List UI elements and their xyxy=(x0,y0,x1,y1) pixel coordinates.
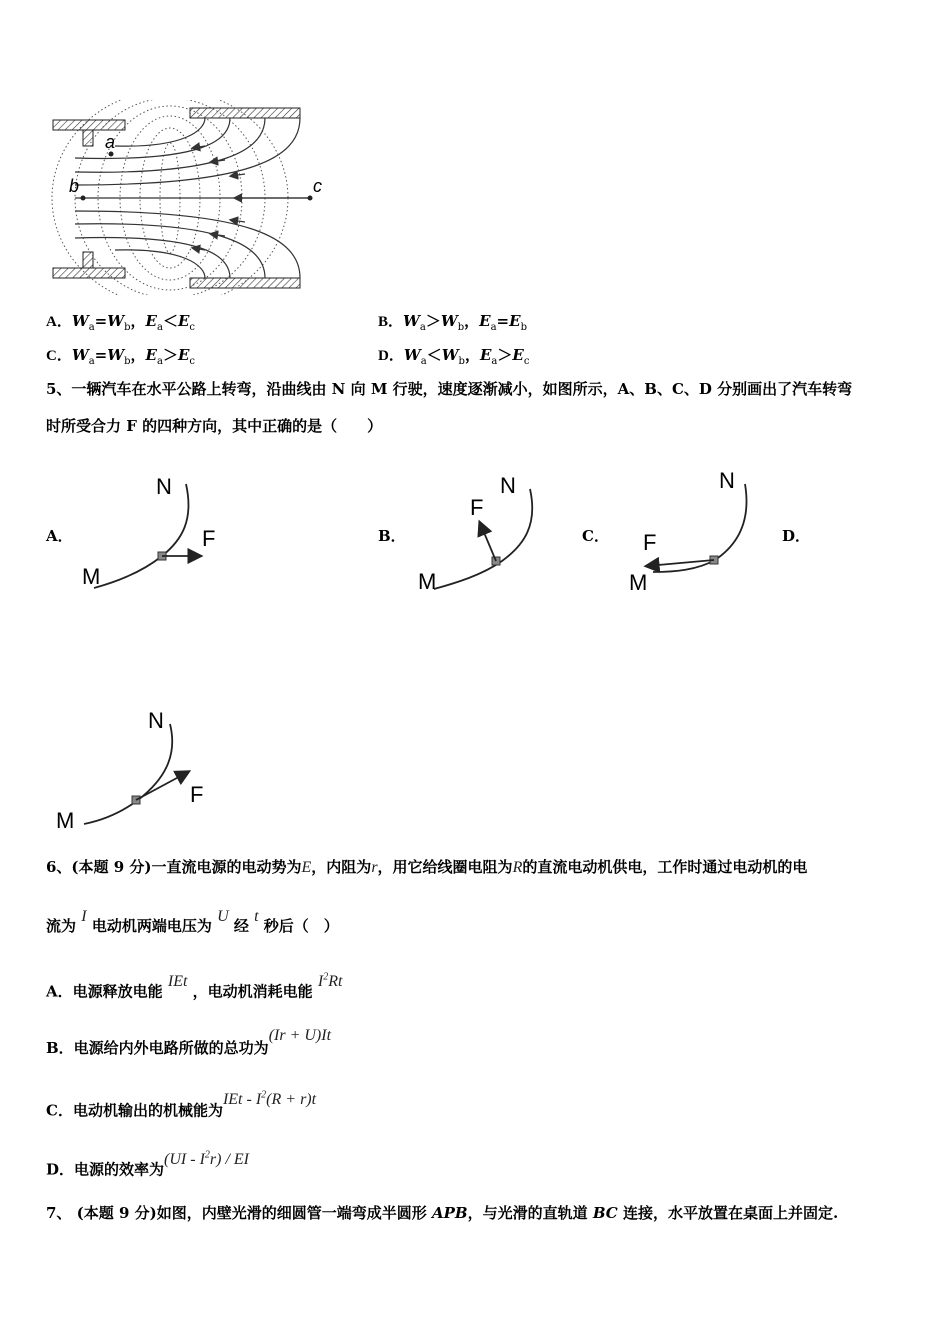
curve-d-label-n: N xyxy=(148,708,164,733)
curve-b-label-m: M xyxy=(418,569,437,594)
q5-line-1: 5、一辆汽车在水平公路上转弯，沿曲线由 N 向 M 行驶，速度逐渐减小，如图所示，A、B、C、D 分别画出了汽车转弯 xyxy=(46,380,853,398)
curve-figure-b xyxy=(412,465,562,595)
curve-c-label-n: N xyxy=(719,468,735,493)
q6-line-1-b: ，内阻为 xyxy=(311,858,372,876)
q6-option-c xyxy=(46,1090,317,1121)
curve-figure-a xyxy=(78,470,228,595)
q7-line-1: 7、 (本题 9 分)如图，内壁光滑的细圆管一端弯成半圆形 APB，与光滑的直轨道 BC 连接，水平放置在桌面上并固定. xyxy=(46,1204,839,1222)
q6-line-1-a: 6、(本题 9 分)一直流电源的电动势为 xyxy=(46,858,302,876)
q4-option-c-text: $W_a=W_b$，$E_a>E_c$ xyxy=(71,346,195,367)
q6-line-1-d: 的直流电动机供电，工作时通过电动机的电 xyxy=(522,858,808,876)
q6-line-2 xyxy=(46,908,339,937)
q6-sym-t: t xyxy=(254,908,259,925)
bottom-right-plate xyxy=(190,278,300,288)
q5-option-a-label: A． xyxy=(46,527,73,545)
q6-option-d-expr: $(UI - I^2r)$ / EI xyxy=(164,1150,250,1169)
q4-option-a-letter: A． xyxy=(46,314,72,330)
curve-figure-c xyxy=(625,460,775,600)
curve-a-label-m: M xyxy=(82,564,101,589)
q6-option-a-expr-1: IEt xyxy=(167,973,188,991)
label-b: b xyxy=(69,176,80,196)
q6-option-a-expr-2: $I^2Rt$ xyxy=(317,972,343,991)
q4-option-c-letter: C． xyxy=(46,348,72,364)
q6-option-a xyxy=(46,972,343,1002)
q4-option-b-letter: B． xyxy=(378,314,404,330)
top-left-tab xyxy=(83,130,93,146)
curve-b-label-n: N xyxy=(500,473,516,498)
label-a: a xyxy=(105,132,116,152)
point-b xyxy=(81,196,86,201)
q6-sym-e: E xyxy=(301,859,312,876)
q4-option-d-letter: D． xyxy=(378,348,404,364)
top-right-plate xyxy=(190,108,300,118)
q6-option-a-mid: ，电动机消耗电能 xyxy=(192,982,313,1001)
q6-line-2-d: 秒后（ ） xyxy=(263,917,339,935)
curve-d-label-m: M xyxy=(56,808,75,833)
top-left-plate xyxy=(53,120,125,130)
q5-option-b-label: B． xyxy=(378,527,406,545)
q4-option-d xyxy=(378,345,529,372)
label-c: c xyxy=(313,176,322,196)
q6-option-b xyxy=(46,1027,332,1059)
curve-d-label-f: F xyxy=(190,782,204,807)
electric-field-figure xyxy=(45,100,335,295)
point-a xyxy=(109,152,114,157)
q4-option-c xyxy=(46,345,195,372)
q6-sym-u: U xyxy=(217,908,229,925)
q5-option-c-label: C． xyxy=(582,527,609,545)
q6-option-c-expr: IEt - $I^2(R + r)t$ xyxy=(222,1090,317,1109)
q6-sym-r: r xyxy=(371,859,378,876)
q6-line-1-c: ，用它给线圈电阻为 xyxy=(377,858,513,876)
q6-sym-i: I xyxy=(81,908,87,925)
q6-line-2-b: 电动机两端电压为 xyxy=(91,917,212,935)
q6-option-d xyxy=(46,1150,250,1180)
q4-option-b-text: $W_a>W_b$，$E_a=E_b$ xyxy=(403,312,527,333)
curve-b-label-f: F xyxy=(470,495,484,520)
q4-option-b xyxy=(378,311,527,338)
q6-line-1 xyxy=(46,857,807,878)
curve-a-label-n: N xyxy=(156,474,172,499)
q4-option-a-text: $W_a=W_b$，$E_a<E_c$ xyxy=(71,312,195,333)
q6-option-a-text: A．电源释放电能 xyxy=(46,982,163,1001)
q6-line-2-c: 经 xyxy=(233,917,249,935)
curve-figure-d xyxy=(52,700,222,835)
q6-option-b-expr: (Ir + U)It xyxy=(268,1027,332,1044)
curve-a-label-f: F xyxy=(202,526,216,551)
q6-option-d-text: D．电源的效率为 xyxy=(46,1160,165,1179)
q6-option-c-text: C．电动机输出的机械能为 xyxy=(46,1101,223,1120)
q4-option-d-text: $W_a<W_b$，$E_a>E_c$ xyxy=(403,346,530,367)
q4-option-a xyxy=(46,311,195,338)
q6-sym-cap-r: R xyxy=(512,859,523,876)
q6-line-2-a: 流为 xyxy=(46,917,77,935)
curve-c-label-f: F xyxy=(643,530,657,555)
q5-line-2: 时所受合力 F 的四种方向，其中正确的是（ ） xyxy=(46,417,383,435)
q6-option-b-text: B．电源给内外电路所做的总功为 xyxy=(46,1039,269,1057)
point-c xyxy=(308,196,313,201)
bottom-left-tab xyxy=(83,252,93,268)
curve-c-label-m: M xyxy=(629,570,648,595)
q5-option-d-label: D． xyxy=(782,527,811,545)
